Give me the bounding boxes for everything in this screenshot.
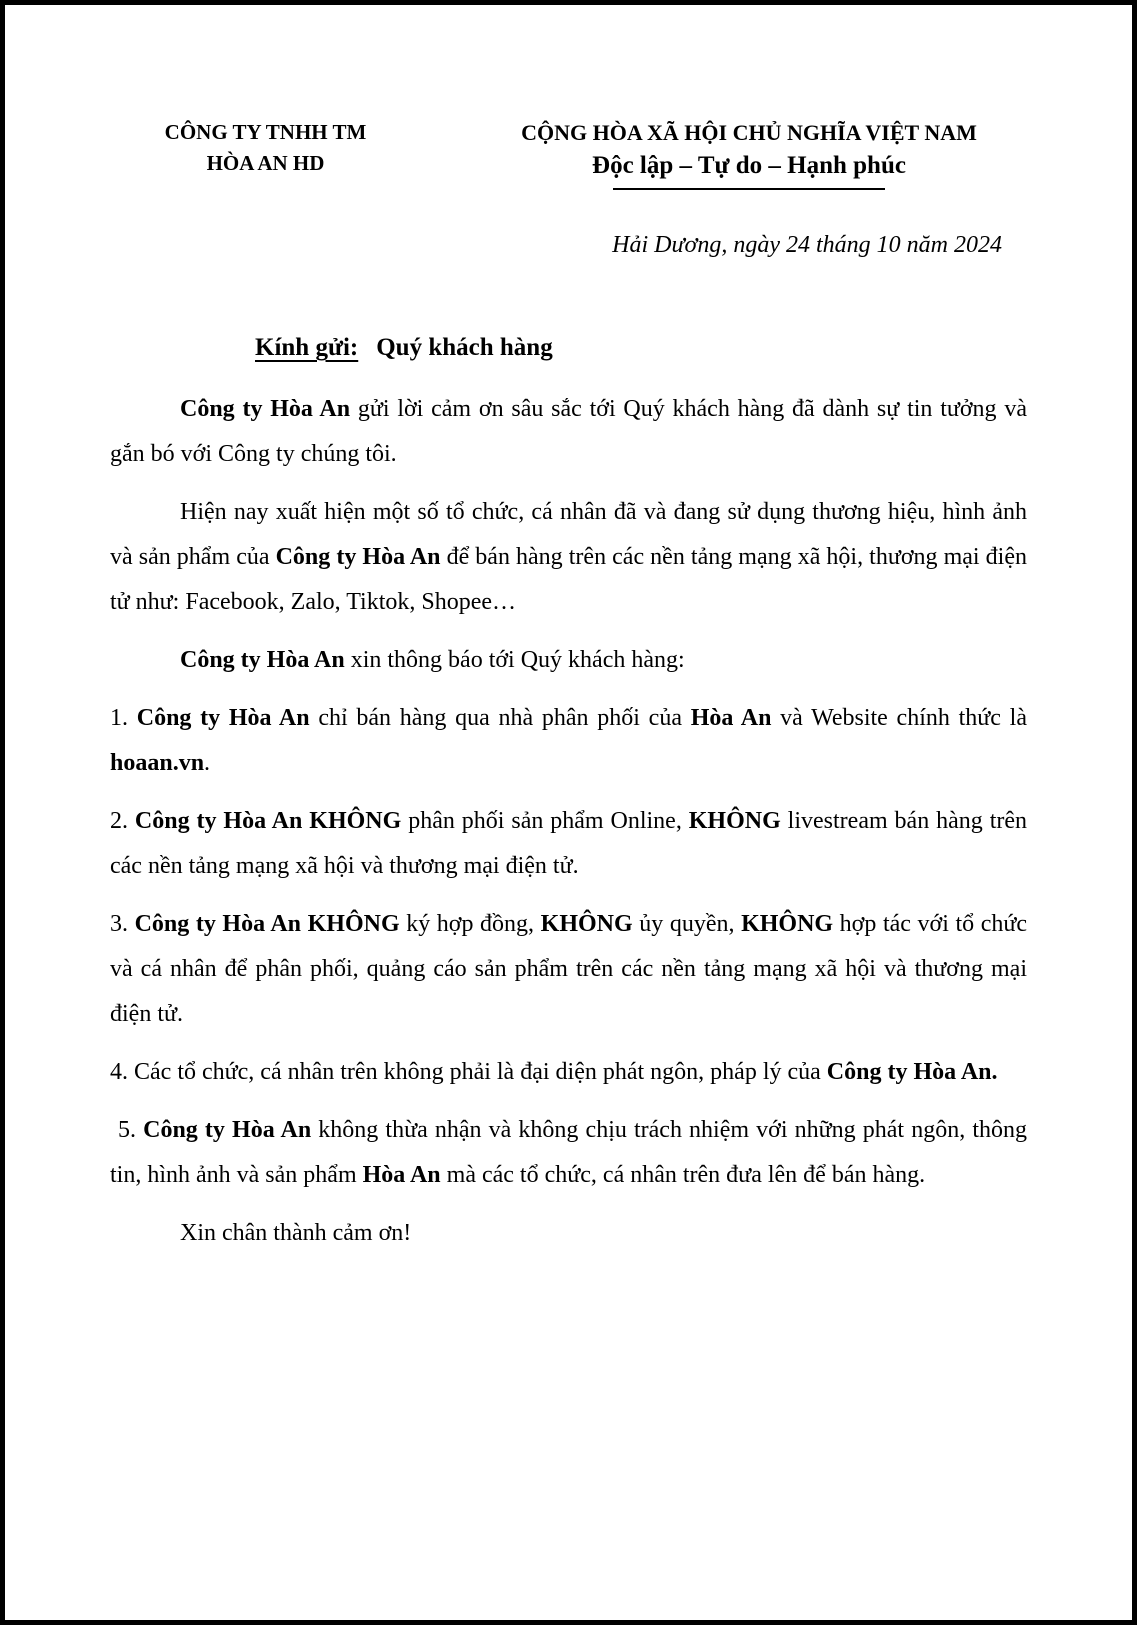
text-run: Hiện nay xuất hiện một số tổ chức, cá nhân đã và đang sử dụng thương hiệu, hình ảnh và sản phẩm của xyxy=(110,499,1027,570)
bold-text-run: Công ty Hòa An xyxy=(180,647,345,673)
salutation-line xyxy=(110,330,1027,365)
paragraph xyxy=(110,387,1027,477)
dateline: Hải Dương, ngày 24 tháng 10 năm 2024 xyxy=(612,232,1002,258)
paragraph xyxy=(110,696,1027,786)
text-run: ủy quyền, xyxy=(632,911,742,937)
text-run: livestream bán hàng trên các nền tảng mạng xã hội và thương mại điện tử. xyxy=(110,808,1028,879)
bold-text-run: Hòa An xyxy=(690,705,772,731)
bold-text-run: Công ty Hòa An xyxy=(275,544,441,570)
text-run: và Website chính thức là xyxy=(771,705,1027,731)
company-name-line1: CÔNG TY TNHH TM xyxy=(164,120,367,144)
motto-underline xyxy=(613,188,885,190)
text-run: 3. xyxy=(110,911,135,937)
text-run: 1. xyxy=(110,705,137,731)
bold-text-run: Công ty Hòa An xyxy=(143,1117,312,1143)
bold-text-run: KHÔNG xyxy=(741,911,834,937)
bold-text-run: hoaan.vn xyxy=(110,750,205,776)
bold-text-run: Công ty Hòa An KHÔNG xyxy=(134,808,402,834)
salutation-label: Kính gửi: xyxy=(255,334,359,361)
paragraph xyxy=(110,490,1027,625)
text-run: mà các tổ chức, cá nhân trên đưa lên để bán hàng. xyxy=(440,1162,926,1188)
body-paragraphs xyxy=(110,387,1027,1256)
text-run: 4. Các tổ chức, cá nhân trên không phải là đại diện phát ngôn, pháp lý của xyxy=(110,1059,827,1085)
national-header-block xyxy=(436,117,1062,190)
salutation-recipient: Quý khách hàng xyxy=(376,334,553,361)
text-run: không thừa nhận và không chịu trách nhiệm với những phát ngôn, thông tin, hình ảnh và sản phẩm xyxy=(110,1117,1028,1188)
company-block xyxy=(123,117,408,179)
paragraph xyxy=(110,638,1027,683)
bold-text-run: KHÔNG xyxy=(540,911,633,937)
bold-text-run: Công ty Hòa An KHÔNG xyxy=(134,911,400,937)
paragraph xyxy=(110,1108,1027,1198)
national-motto: Độc lập – Tự do – Hạnh phúc xyxy=(592,152,906,179)
text-run: 2. xyxy=(110,808,135,834)
paragraph xyxy=(110,902,1027,1037)
text-run: . xyxy=(204,750,211,776)
closing-line: Xin chân thành cảm ơn! xyxy=(180,1220,412,1246)
bold-text-run: Công ty Hòa An xyxy=(180,396,351,422)
text-run: phân phối sản phẩm Online, xyxy=(401,808,689,834)
text-run: để bán hàng trên các nền tảng mạng xã hội, thương mại điện tử như: Facebook, Zalo, Tiktok, Shopee… xyxy=(110,544,1027,615)
text-run: gửi lời cảm ơn sâu sắc tới Quý khách hàng đã dành sự tin tưởng và gắn bó với Công ty chúng tôi. xyxy=(110,396,1027,467)
text-run: 5. xyxy=(118,1117,144,1143)
paragraph xyxy=(110,1050,1027,1095)
bold-text-run: KHÔNG xyxy=(688,808,781,834)
national-title: CỘNG HÒA XÃ HỘI CHỦ NGHĨA VIỆT NAM xyxy=(521,120,977,145)
paragraph xyxy=(110,799,1027,889)
text-run: xin thông báo tới Quý khách hàng: xyxy=(344,647,685,673)
company-name-line2: HÒA AN HD xyxy=(206,151,325,175)
bold-text-run: Công ty Hòa An xyxy=(136,705,310,731)
text-run: ký hợp đồng, xyxy=(399,911,541,937)
document-header xyxy=(5,5,1132,190)
bold-text-run: Công ty Hòa An. xyxy=(826,1059,998,1085)
text-run: hợp tác với tổ chức và cá nhân để phân phối, quảng cáo sản phẩm trên các nền tảng mạng xã hội và thương mại điện tử. xyxy=(110,911,1028,1027)
bold-text-run: Hòa An xyxy=(362,1162,441,1188)
text-run: chỉ bán hàng qua nhà phân phối của xyxy=(309,705,691,731)
